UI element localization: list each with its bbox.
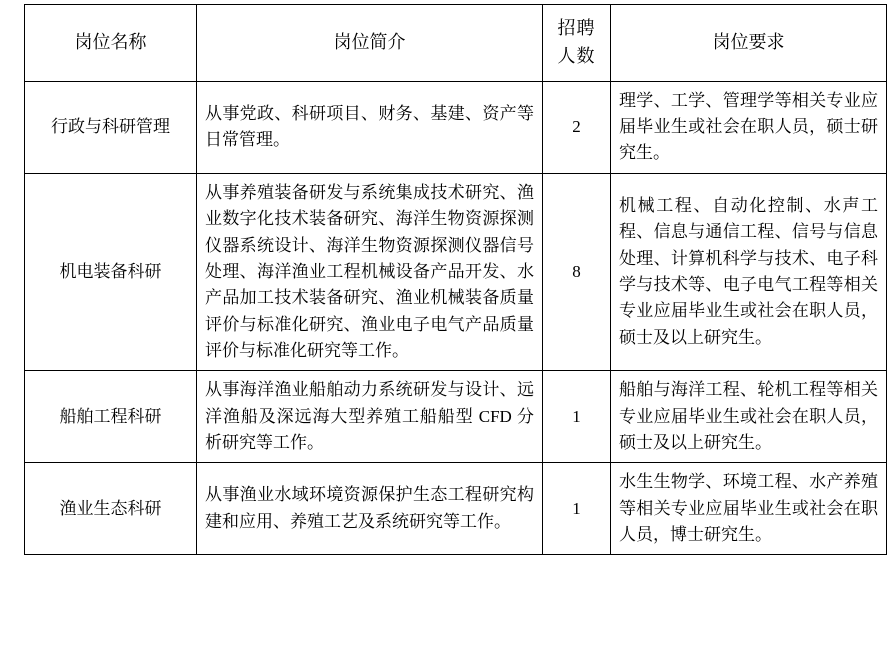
cell-position-name: 行政与科研管理 <box>25 81 197 173</box>
cell-position-name: 渔业生态科研 <box>25 463 197 555</box>
recruit-count-label-line1: 招聘 <box>557 18 596 38</box>
cell-position-intro: 从事海洋渔业船舶动力系统研发与设计、远洋渔船及深远海大型养殖工船船型 CFD 分析研究等工作。 <box>197 371 543 463</box>
cell-position-intro: 从事养殖装备研发与系统集成技术研究、渔业数字化技术装备研究、海洋生物资源探测仪器系统设计、海洋生物资源探测仪器信号处理、海洋渔业工程机械设备产品开发、水产品加工技术装备研究、渔业机械装备质量评价与标准化研究、渔业电子电气产品质量评价与标准化研究等工作。 <box>197 173 543 370</box>
job-recruitment-table <box>24 4 887 555</box>
cell-position-name: 机电装备科研 <box>25 173 197 370</box>
cell-position-intro: 从事党政、科研项目、财务、基建、资产等日常管理。 <box>197 81 543 173</box>
cell-position-requirement: 理学、工学、管理学等相关专业应届毕业生或社会在职人员，硕士研究生。 <box>611 81 887 173</box>
cell-recruit-count: 8 <box>543 173 611 370</box>
table-row <box>25 173 887 370</box>
column-header-position-intro: 岗位简介 <box>197 5 543 82</box>
column-header-position-name: 岗位名称 <box>25 5 197 82</box>
table-row <box>25 463 887 555</box>
table-row <box>25 81 887 173</box>
cell-position-requirement: 机械工程、自动化控制、水声工程、信息与通信工程、信号与信息处理、计算机科学与技术、电子科学与技术等、电子电气工程等相关专业应届毕业生或社会在职人员，硕士及以上研究生。 <box>611 173 887 370</box>
table-row <box>25 371 887 463</box>
column-header-recruit-count <box>543 5 611 82</box>
table-header-row <box>25 5 887 82</box>
cell-position-name: 船舶工程科研 <box>25 371 197 463</box>
column-header-position-requirement: 岗位要求 <box>611 5 887 82</box>
cell-recruit-count: 1 <box>543 371 611 463</box>
cell-position-intro: 从事渔业水域环境资源保护生态工程研究构建和应用、养殖工艺及系统研究等工作。 <box>197 463 543 555</box>
cell-position-requirement: 船舶与海洋工程、轮机工程等相关专业应届毕业生或社会在职人员，硕士及以上研究生。 <box>611 371 887 463</box>
cell-recruit-count: 2 <box>543 81 611 173</box>
recruit-count-label-line2: 人数 <box>557 45 596 66</box>
cell-position-requirement: 水生生物学、环境工程、水产养殖等相关专业应届毕业生或社会在职人员，博士研究生。 <box>611 463 887 555</box>
cell-recruit-count: 1 <box>543 463 611 555</box>
